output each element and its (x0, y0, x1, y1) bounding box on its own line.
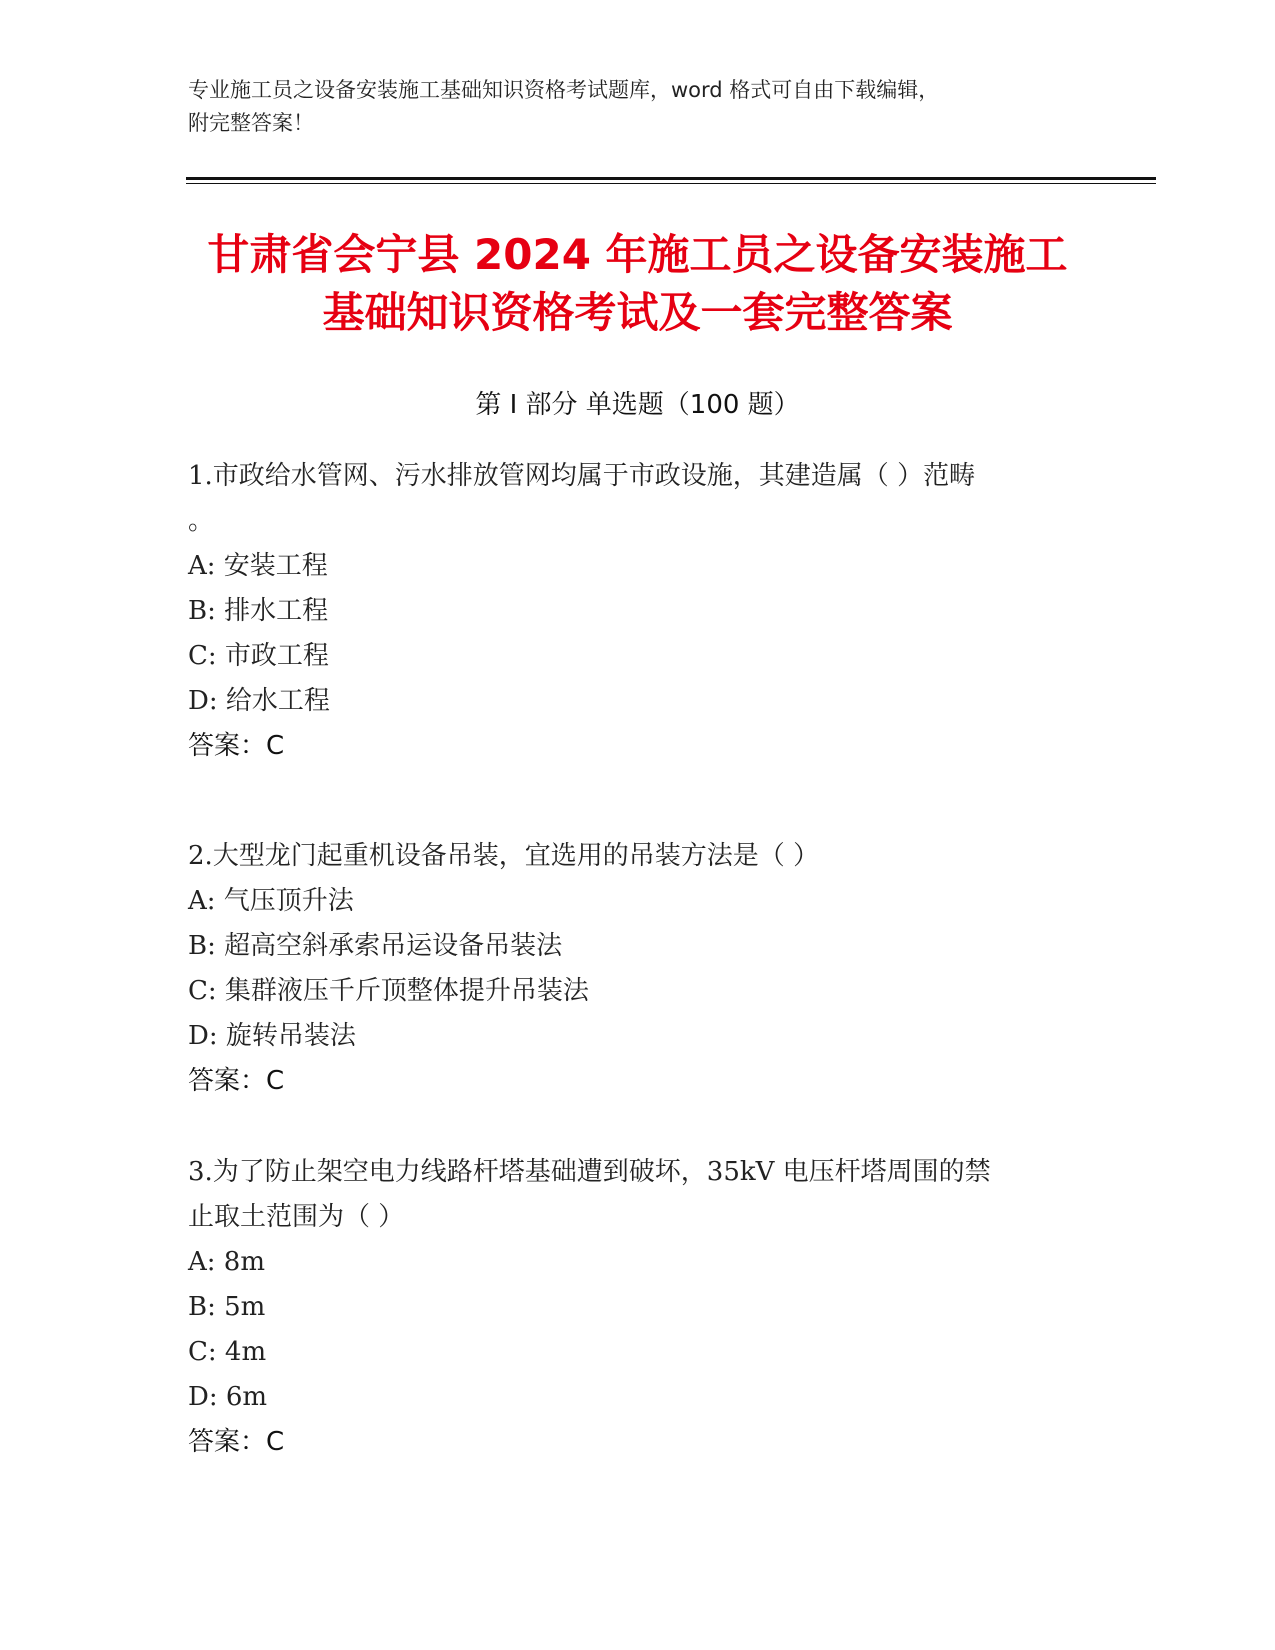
question-3-option-b: B: 5m (188, 1292, 266, 1322)
header-rule-thin (186, 183, 1156, 184)
question-1 (188, 454, 1088, 769)
header-note-line1: 专业施工员之设备安装施工基础知识资格考试题库，word 格式可自由下载编辑， (188, 78, 940, 102)
document-title-line1: 甘肃省会宁县 2024 年施工员之设备安装施工 (207, 230, 1068, 279)
question-1-option-c: C: 市政工程 (188, 641, 329, 671)
document-title (140, 226, 1135, 342)
question-3-option-a: A: 8m (188, 1247, 265, 1277)
question-3-stem-line2: 止取土范围为（ ） (188, 1202, 405, 1232)
question-2-option-a: A: 气压顶升法 (188, 886, 354, 916)
header-note (188, 74, 1088, 140)
question-2-option-b: B: 超高空斜承索吊运设备吊装法 (188, 931, 563, 961)
header-note-line2: 附完整答案！ (188, 111, 314, 135)
question-3-answer: 答案：C (188, 1427, 285, 1457)
question-2 (188, 834, 1088, 1104)
question-3 (188, 1150, 1088, 1465)
question-2-answer: 答案：C (188, 1066, 285, 1096)
question-2-option-d: D: 旋转吊装法 (188, 1021, 356, 1051)
section-heading: 第 I 部分 单选题（100 题） (475, 390, 800, 420)
question-3-stem-line1: 3.为了防止架空电力线路杆塔基础遭到破坏，35kV 电压杆塔周围的禁 (188, 1157, 991, 1187)
question-2-stem-line1: 2.大型龙门起重机设备吊装，宜选用的吊装方法是（ ） (188, 841, 820, 871)
header-rule-thick (186, 177, 1156, 180)
question-2-option-c: C: 集群液压千斤顶整体提升吊装法 (188, 976, 589, 1006)
question-1-stem-line2: 。 (188, 506, 215, 536)
question-3-option-d: D: 6m (188, 1382, 268, 1412)
document-title-line2: 基础知识资格考试及一套完整答案 (322, 288, 953, 337)
question-3-option-c: C: 4m (188, 1337, 267, 1367)
question-1-answer: 答案：C (188, 731, 285, 761)
question-1-option-a: A: 安装工程 (188, 551, 328, 581)
question-1-option-b: B: 排水工程 (188, 596, 329, 626)
question-1-option-d: D: 给水工程 (188, 686, 330, 716)
question-1-stem-line1: 1.市政给水管网、污水排放管网均属于市政设施，其建造属（ ）范畴 (188, 461, 976, 491)
